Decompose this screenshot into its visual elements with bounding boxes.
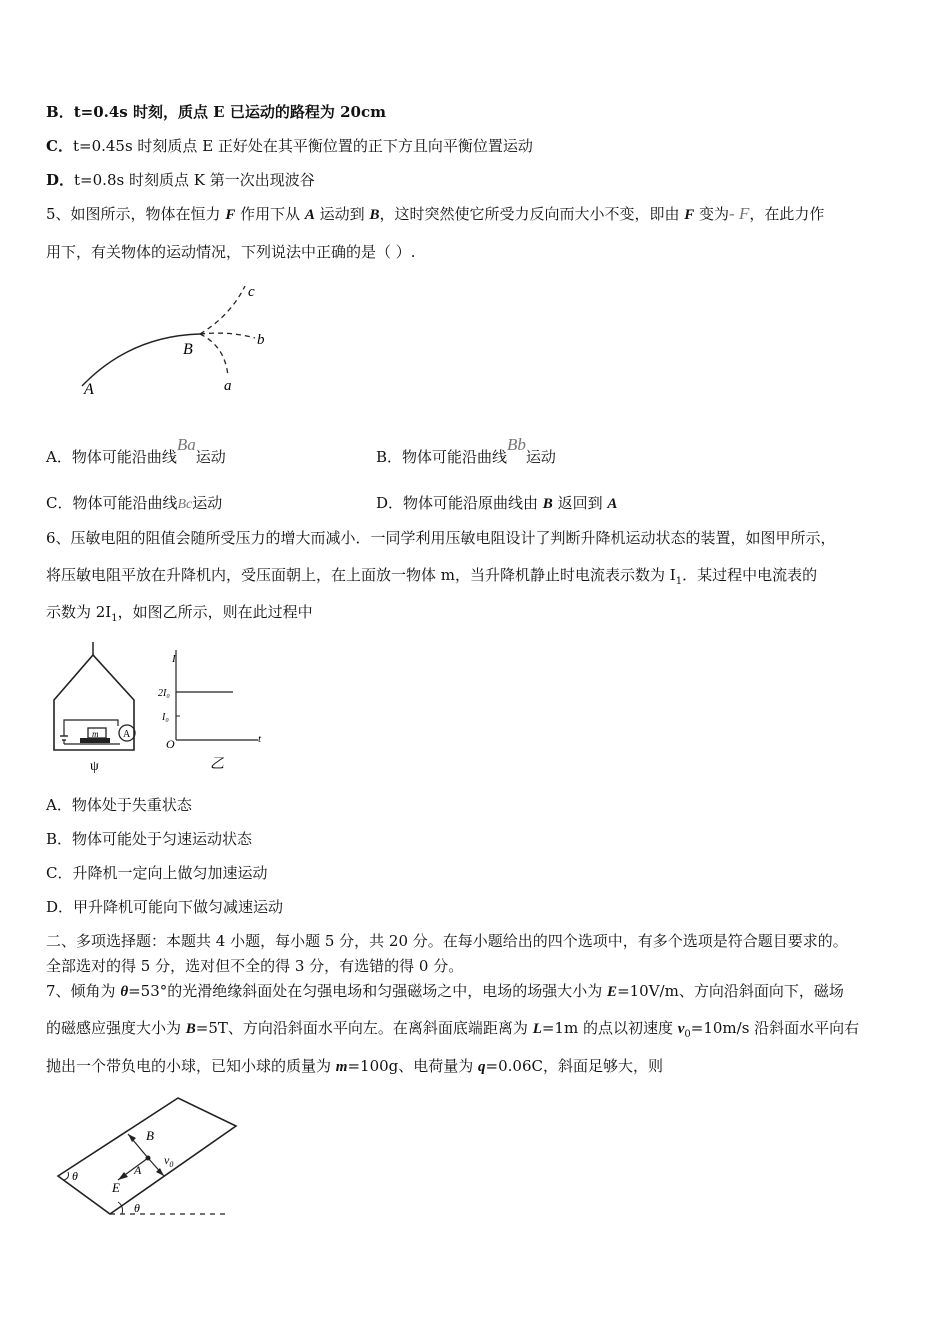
- neg-f-formula: - F: [729, 204, 750, 223]
- option-letter: C: [46, 137, 58, 155]
- q4-option-c: C．t=0.45s 时刻质点 E 正好处在其平衡位置的正下方且向平衡位置运动: [46, 137, 533, 155]
- option-letter: B: [46, 103, 59, 121]
- q7-text: =100g、电荷量为: [347, 1057, 479, 1075]
- subscript: 1: [675, 576, 683, 587]
- var-q: q: [478, 1059, 486, 1075]
- axis-t-label: t: [258, 733, 262, 745]
- var-b: B: [542, 496, 553, 512]
- option-text: 返回到: [552, 494, 608, 512]
- q6-text: 示数为 2I: [46, 603, 112, 621]
- q5-option-c: [46, 493, 222, 515]
- axis-i-label: I: [172, 653, 176, 665]
- q5-text: ，这时突然使它所受力反向而大小不变，即由: [379, 205, 685, 223]
- label-yi: 乙: [210, 757, 224, 772]
- q7-text: 7、倾角为: [46, 982, 121, 1000]
- q5-option-a: [46, 435, 226, 467]
- q5-text: ，在此力作: [749, 205, 825, 223]
- q7-text: =53°的光滑绝缘斜面处在匀强电场和匀强磁场之中，电场的场强大小为: [128, 982, 608, 1000]
- curve-bb: [200, 333, 255, 338]
- q7-stem-line1: [46, 981, 844, 1002]
- q7-text: =10V/m、方向沿斜面向下，磁场: [617, 982, 844, 1000]
- section2-heading: 二、多项选择题：本题共 4 小题，每小题 5 分，共 20 分。在每小题给出的四个选项中，有多个选项是符合题目要求的。: [46, 932, 848, 950]
- q6-option-a: A．物体处于失重状态: [46, 796, 192, 814]
- q7-figure: [50, 1090, 250, 1225]
- option-text: t=0.8s 时刻质点 K 第一次出现波谷: [74, 171, 315, 189]
- var-e: E: [607, 984, 618, 1000]
- arrowhead: [128, 1134, 136, 1142]
- option-text: C．物体可能沿曲线: [46, 494, 178, 512]
- angle-arc: [64, 1172, 69, 1180]
- subscript: 1: [111, 613, 118, 624]
- q5-figure: [60, 276, 280, 406]
- q5-stem-line1: [46, 204, 824, 225]
- var-f: F: [225, 207, 236, 223]
- q7-text: 抛出一个带负电的小球，已知小球的质量为: [46, 1057, 336, 1075]
- q5-text: 作用下从: [235, 205, 305, 223]
- label-ammeter: A: [123, 729, 131, 740]
- label-v-sub: 0: [169, 1160, 174, 1169]
- option-text: B．物体可能沿曲线: [376, 448, 508, 466]
- q6-option-b: B．物体可能处于匀速运动状态: [46, 830, 253, 848]
- label-b: B: [146, 1128, 154, 1143]
- option-letter: D: [46, 171, 60, 189]
- label-theta-left: θ: [72, 1169, 78, 1183]
- q6-option-d: D．甲升降机可能向下做匀减速运动: [46, 898, 284, 916]
- label-v: [164, 1153, 173, 1169]
- label-point-a: A: [84, 381, 94, 398]
- option-text: t=0.4s 时刻，质点 E 已运动的路程为 20cm: [73, 103, 386, 121]
- var-m: m: [335, 1059, 348, 1075]
- tick-2i0-label: 2I₀: [158, 688, 170, 699]
- label-v-main: v: [164, 1153, 170, 1167]
- option-text: 运动: [192, 494, 223, 512]
- q7-stem-line2: [46, 1018, 859, 1045]
- label-e: E: [112, 1180, 120, 1195]
- var-v: v: [677, 1021, 685, 1037]
- curve-bb-formula: Bb: [507, 435, 526, 454]
- label-jia: ψ: [90, 759, 99, 774]
- option-text: A．物体可能沿曲线: [46, 448, 177, 466]
- label-b: b: [257, 332, 265, 348]
- curve-bc-formula: Bc: [177, 497, 193, 512]
- label-theta-bottom: θ: [134, 1201, 140, 1215]
- q5-text: 变为: [694, 205, 730, 223]
- q7-text: =5T、方向沿斜面水平向左。在离斜面底端距离为: [195, 1019, 533, 1037]
- q7-text: =0.06C，斜面足够大，则: [485, 1057, 663, 1075]
- curve-bc: [200, 286, 245, 334]
- label-point-b: B: [183, 341, 193, 358]
- label-c: c: [248, 284, 255, 300]
- origin-label: O: [166, 737, 175, 751]
- q7-stem-line3: [46, 1056, 663, 1077]
- var-a: A: [304, 207, 315, 223]
- option-text: 运动: [525, 448, 556, 466]
- var-l: L: [532, 1021, 542, 1037]
- q4-option-d: D．t=0.8s 时刻质点 K 第一次出现波谷: [46, 171, 315, 189]
- q4-option-b: B．t=0.4s 时刻，质点 E 已运动的路程为 20cm: [46, 103, 386, 121]
- section2-scoring: 全部选对的得 5 分，选对但不全的得 3 分，有选错的得 0 分。: [46, 957, 464, 975]
- q5-option-b: [376, 435, 556, 467]
- var-a: A: [607, 496, 618, 512]
- q7-text: =1m 的点以初速度: [541, 1019, 678, 1037]
- curve-ba: [200, 334, 228, 376]
- option-text: 运动: [195, 448, 226, 466]
- label-m: m: [92, 729, 99, 739]
- label-a: a: [224, 378, 232, 394]
- var-b: B: [185, 1021, 196, 1037]
- q6-text: ，如图乙所示，则在此过程中: [117, 603, 313, 621]
- q6-text: ．某过程中电流表的: [682, 566, 818, 584]
- q6-figure: [48, 640, 268, 780]
- var-b: B: [369, 207, 380, 223]
- q6-option-c: C．升降机一定向上做匀加速运动: [46, 864, 268, 882]
- q7-text: =10m/s 沿斜面水平向右: [690, 1019, 860, 1037]
- ball-point: [146, 1156, 151, 1161]
- q6-stem-line3: [46, 602, 313, 629]
- option-text: t=0.45s 时刻质点 E 正好处在其平衡位置的正下方且向平衡位置运动: [72, 137, 533, 155]
- tick-i0-label: I₀: [162, 712, 169, 723]
- curve-ba-formula: Ba: [176, 435, 196, 454]
- var-theta: θ: [120, 984, 129, 1000]
- q6-text: 将压敏电阻平放在升降机内，受压面朝上，在上面放一物体 m，当升降机静止时电流表示数为 I: [46, 566, 676, 584]
- q5-option-d: [376, 493, 617, 514]
- subscript: 0: [684, 1029, 691, 1040]
- q5-stem-line2: 用下，有关物体的运动情况，下列说法中正确的是（ ）.: [46, 243, 416, 261]
- option-text: D．物体可能沿原曲线由: [376, 494, 543, 512]
- var-f: F: [684, 207, 695, 223]
- q6-stem-line1: 6、压敏电阻的阻值会随所受压力的增大而减小．一同学利用压敏电阻设计了判断升降机运动状态的装置，如图甲所示，: [46, 529, 836, 547]
- q7-text: 的磁感应强度大小为: [46, 1019, 186, 1037]
- q5-text: 运动到: [314, 205, 370, 223]
- q6-stem-line2: [46, 565, 817, 592]
- q5-text: 5、如图所示，物体在恒力: [46, 205, 226, 223]
- label-a: A: [134, 1163, 142, 1177]
